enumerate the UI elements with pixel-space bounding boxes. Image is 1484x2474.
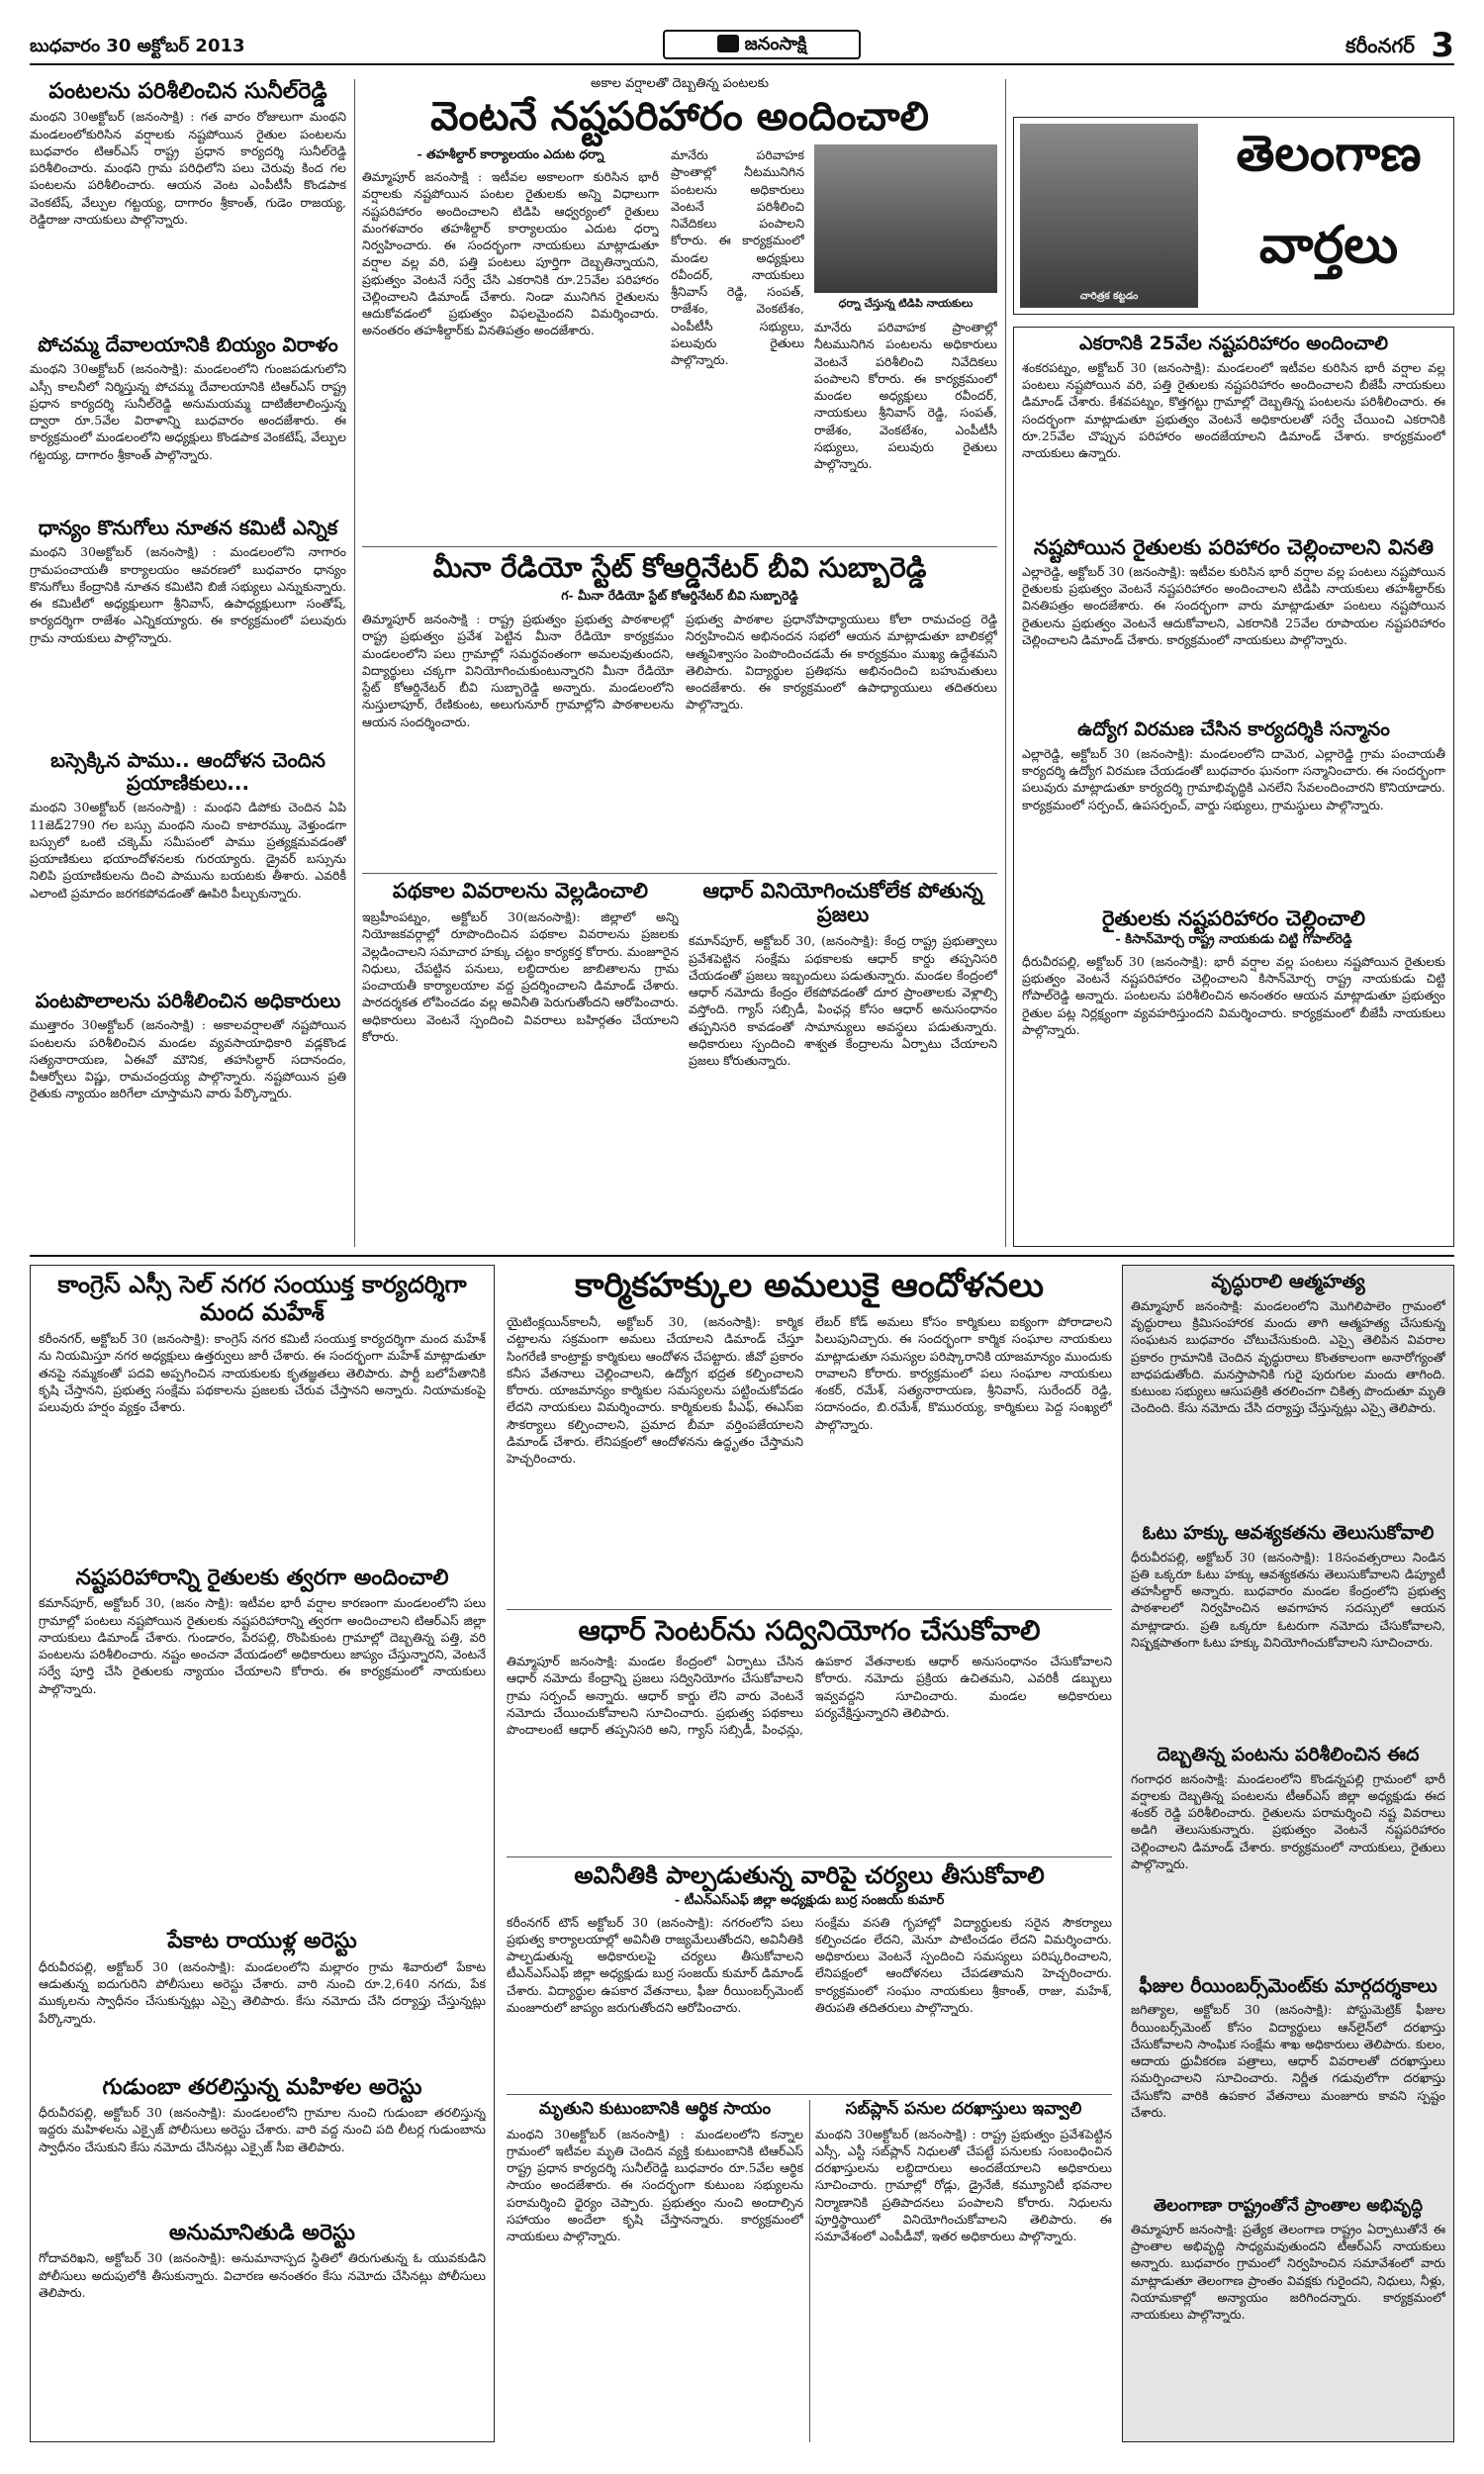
article-headline: దెబ్బతిన్న పంటను పరిశీలించిన ఈద (1157, 1743, 1420, 1765)
lead-story (362, 77, 997, 542)
article-headline: గుడుంబా తరలిస్తున్న మహిళల అరెస్టు (102, 2074, 422, 2100)
article-body: తిమ్మాపూర్ జనంసాక్షి: ప్రత్యేక తెలంగాణ రాష్ట్రం ఏర్పాటుతోనే ఈ ప్రాంతాల అభివృద్ధి సాధ్యమవుతుందని టీఆర్ఎస్ నాయకులు అన్నారు. బుధవారం గ్రామంలో నిర్వహించిన సమావేశంలో వారు మాట్లాడుతూ తెలంగాణ ప్రాంతం వివక్షకు గురైందని, నిధులు, నీళ్లు, నియామకాల్లో అన్యాయం జరిగిందన్నారు. కార్యక్రమంలో నాయకులు పాల్గొన్నారు. (1131, 2221, 1445, 2323)
logo-text: జనంసాక్షి (744, 34, 807, 54)
article-headline: ఆధార్ వినియోగించుకోలేక పోతున్న ప్రజలు (702, 879, 983, 927)
page-fold-divider (30, 1255, 1454, 1257)
section-divider (507, 1609, 1112, 1610)
aadhar-story (689, 879, 997, 1247)
article-body: ధీరువీరపల్లి, అక్టోబర్ 30 (జనంసాక్షి): 18సంవత్సరాలు నిండిన ప్రతి ఒక్కరూ ఓటు హక్కు ఆవశ్యకతను తెలుసుకోవాలని డిప్యూటీ తహసీల్దార్ అన్నారు. బుధవారం మండల కేంద్రంలోని ప్రభుత్వ పాఠశాలలో నిర్వహించిన అవగాహన సదస్సులో ఆయన మాట్లాడారు. ప్రతి ఒక్కరూ ఓటరుగా నమోదు చేసుకోవాలని, నిష్పక్షపాతంగా ఓటు హక్కు వినియోగించుకోవాలని సూచించారు. (1131, 1549, 1445, 1650)
article-body: జగిత్యాల, అక్టోబర్ 30 (జనంసాక్షి): పోస్టుమెట్రిక్ ఫీజుల రీయింబర్స్‌మెంట్ కోసం విద్యార్థులు ఆన్‌లైన్‌లో దరఖాస్తు చేసుకోవాలని సాంఘిక సంక్షేమ శాఖ అధికారులు తెలిపారు. కులం, ఆదాయ ధ్రువీకరణ పత్రాలు, ఆధార్ వివరాలతో దరఖాస్తులు సమర్పించాలని సూచించారు. నిర్ణీత గడువులోగా దరఖాస్తు చేసుకోని వారికి ఉపకార వేతనాలు మంజూరు కావని స్పష్టం చేశారు. (1131, 2002, 1445, 2120)
article-body-continued: లేబర్ కోడ్ అమలు కోసం కార్మికులు ఐక్యంగా పోరాడాలని పిలుపునిచ్చారు. ఈ సందర్భంగా కార్మిక సంఘాల నాయకులు మాట్లాడుతూ సమస్యల పరిష్కారానికి యాజమాన్యం ముందుకు రావాలని కోరారు. కార్యక్రమంలో పలు సంఘాల నాయకులు శంకర్, రమేశ్, సత్యనారాయణ, శ్రీనివాస్, సురేందర్ రెడ్డి, సదానందం, బి.రమేశ్, కొమురయ్య, కార్మికులు పెద్ద సంఖ్యలో పాల్గొన్నారు. (815, 1314, 1112, 1432)
banner-title-line2: వార్తలు (1258, 216, 1399, 275)
logo-seal-icon (717, 35, 739, 52)
article-headline: అవినీతికి పాల్పడుతున్న వారిపై చర్యలు తీసుకోవాలి (574, 1862, 1045, 1889)
article-body: మంథని 30అక్టోబర్ (జనంసాక్షి) : మంథని డిపోకు చెందిన ఏపి 11జెడ్2790 గల బస్సు మంథని నుంచి కాటారమ్కు వెళ్తుండగా బస్సులో ఒంటి చక్కెమ్ సమీపంలో పాము ప్రత్యక్షమవడంతో ప్రయాణికులు భయాందోళనలకు గురయ్యారు. డ్రైవర్ బస్సును నిలిపి ప్రయాణికులను దించి పామును బయటకు తీశారు. ఎవరికీ ఎలాంటి ప్రమాదం జరగకపోవడంతో ఊపిరి పీల్చుకున్నారు. (30, 800, 346, 901)
article-headline: రైతులకు నష్టపరిహారం చెల్లించాలి (1101, 905, 1366, 930)
lead-kicker: అకాల వర్షాలతో దెబ్బతిన్న పంటలకు (591, 77, 769, 91)
article-body-continued: ప్రభుత్వ పాఠశాల ప్రధానోపాధ్యాయులు కోలా రామచంద్ర రెడ్డి నిర్వహించిన అభినందన సభలో ఆయన మాట్లాడుతూ బాలికల్లో ఆత్మవిశ్వాసం పెంపొందించడమే ఈ కార్యక్రమం ముఖ్య ఉద్దేశమని తెలిపారు. విద్యార్థుల ప్రతిభను అభినందించి బహుమతులు అందజేశారు. ఈ కార్యక్రమంలో ఉపాధ్యాయులు తదితరులు పాల్గొన్నారు. (686, 612, 997, 713)
newspaper-logo[interactable] (663, 30, 861, 59)
banner-title-line1: తెలంగాణ (1236, 125, 1422, 182)
article-headline: ఉద్యోగ విరమణ చేసిన కార్యదర్శికి సన్మానం (1077, 717, 1390, 740)
bereaved-family-story (507, 2100, 803, 2442)
article-body: కమాన్‌పూర్, అక్టోబర్ 30, (జనంసాక్షి): కేంద్ర రాష్ట్ర ప్రభుత్వాలు ప్రవేశపెట్టిన సంక్షేమ పథకాలకు ఆధార్ కార్డు తప్పనిసరి చేయడంతో ప్రజలు ఇబ్బందులు పడుతున్నారు. మండల కేంద్రంలో ఆధార్ నమోదు కేంద్రం లేకపోవడంతో దూర ప్రాంతాలకు వెళ్లాల్సి వస్తోంది. గ్యాస్ సబ్సిడీ, పింఛన్ల కోసం ఆధార్ అనుసంధానం తప్పనిసరి కావడంతో సామాన్యులు అవస్థలు పడుతున్నారు. అధికారులు స్పందించి శాశ్వత కేంద్రాలను ఏర్పాటు చేయాలని ప్రజలు కోరుతున్నారు. (689, 933, 997, 1069)
article-body: ఎల్లారెడ్డి, అక్టోబర్ 30 (జనంసాక్షి): మండలంలోని దామెర, ఎల్లారెడ్డి గ్రామ పంచాయతీ కార్యదర్శి ఉద్యోగ విరమణ చేయడంతో బుధవారం ఘనంగా సన్మానించారు. ఈ సందర్భంగా పలువురు మాట్లాడుతూ కార్యదర్శి గ్రామాభివృద్ధికి ఎనలేని సేవలందించారని కొనియాడారు. కార్యక్రమంలో సర్పంచ్, ఉపసర్పంచ్, వార్డు సభ్యులు, గ్రామస్థులు పాల్గొన్నారు. (1022, 745, 1445, 812)
meena-radio-story (362, 552, 997, 869)
article-headline: కార్మికహక్కుల అమలుకై ఆందోళనలు (574, 1267, 1045, 1305)
masthead (30, 26, 1454, 65)
article-headline: పేకాట రాయుళ్ల అరెస్టు (167, 1929, 357, 1954)
article-subhead: - టీఎన్ఎస్ఎఫ్ జిల్లా అధ్యక్షుడు బుర్ర సంజయ్ కుమార్ (674, 1892, 945, 1908)
article-subhead: - కిసాన్‌మోర్చ రాష్ట్ర నాయకుడు చిట్టి గోపాల్‌రెడ్డి (1115, 931, 1352, 947)
article-headline: ఫీజుల రీయింబర్స్‌మెంట్‌కు మార్గదర్శకాలు (1139, 1974, 1438, 1997)
article-body: మంథని 30అక్టోబర్ (జనంసాక్షి) : మండలంలోని నాగారం గ్రామపంచాయతీ కార్యాలయం ఆవరణలో బుధవారం ధాన్యం కొనుగోలు కేంద్రానికి నూతన కమిటిని బిజీ సభ్యులు ఎన్నుకున్నారు. ఈ కమిటీలో అధ్యక్షులుగా శ్రీనివాస్, ఉపాధ్యక్షులుగా సంతోష్, కార్యదర్శిగా రాజేశం ఎన్నికయ్యారు. ఈ కార్యక్రమంలో పలువురు గ్రామ నాయకులు పాల్గొన్నారు. (30, 544, 346, 645)
issue-date: బుధవారం 30 అక్టోబర్ 2013 (30, 36, 245, 56)
page-number: 3 (1431, 26, 1454, 65)
article-body: మంథని 30అక్టోబర్ (జనంసాక్షి) : మండలంలోని కన్నాల గ్రామంలో ఇటీవల మృతి చెందిన వ్యక్తి కుటుంబానికి టిఆర్ఎస్ రాష్ట్ర ప్రధాన కార్యదర్శి సునీల్‌రెడ్డి బుధవారం రూ.5వేల ఆర్థిక సాయం అందజేశారు. ఈ సందర్భంగా కుటుంబ సభ్యులను పరామర్శించి ధైర్యం చెప్పారు. ప్రభుత్వం నుంచి అందాల్సిన సహాయం అందేలా కృషి చేస్తానన్నారు. కార్యక్రమంలో నాయకులు పాల్గొన్నారు. (507, 2126, 803, 2244)
bottom-right-column (1122, 1265, 1454, 2442)
lead-photo (814, 144, 997, 293)
article-headline: పోచమ్మ దేవాలయానికి బియ్యం విరాళం (38, 333, 338, 357)
article-headline: ఆధార్ సెంటర్‌ను సద్వినియోగం చేసుకోవాలి (578, 1615, 1041, 1647)
article-body: ధీరువీరపల్లి, అక్టోబర్ 30 (జనంసాక్షి): భారీ వర్షాల వల్ల పంటలు నష్టపోయిన రైతులకు ప్రభుత్వం వెంటనే నష్టపరిహారం చెల్లించాలని కిసాన్‌మోర్చ రాష్ట్ర నాయకుడు చిట్టి గోపాల్‌రెడ్డి అన్నారు. పంటలను పరిశీలించిన అనంతరం ఆయన మాట్లాడుతూ ప్రభుత్వం రైతుల పట్ల నిర్లక్ష్యంగా వ్యవహరిస్తుందని విమర్శించారు. కార్యక్రమంలో బీజేపీ నాయకులు పాల్గొన్నారు. (1022, 953, 1445, 1037)
article-headline: బస్సెక్కిన పాము.. ఆందోళన చెందిన ప్రయాణికులు... (50, 748, 325, 796)
lead-body-side: మానేరు పరివాహక ప్రాంతాల్లో నీటమునిగిన పంటలను అధికారులు వెంటనే పరిశీలించి నివేదికలు పంపాలని కోరారు. ఈ కార్యక్రమంలో మండల అధ్యక్షులు రవీందర్, నాయకులు శ్రీనివాస్ రెడ్డి, సంపత్, రాజేశం, వెంకటేశం, ఎంపీటీసీ సభ్యులు, పలువురు రైతులు పాల్గొన్నారు. (814, 320, 997, 471)
lead-body: తిమ్మాపూర్ జనంసాక్షి : ఇటీవల అకాలంగా కురిసిన భారీ వర్షాలకు నష్టపోయిన పంటల రైతులకు అన్ని విధాలుగా నష్టపరిహారం అందించాలని టిడిపి ఆధ్వర్యంలో రైతులు మంగళవారం తహశీల్దార్ కార్యాలయం ఎదుట ధర్నా నిర్వహించారు. ఈ సందర్భంగా నాయకులు మాట్లాడుతూ వర్షాల వల్ల వరి, పత్తి పంటలు పూర్తిగా దెబ్బతిన్నాయని, ప్రభుత్వం వెంటనే సర్వే చేసి ఎకరానికి రూ.25వేల పరిహారం చెల్లించాలని డిమాండ్ చేశారు. నిండా మునిగిన రైతులను ఆదుకోవడంలో ప్రభుత్వం విఫలమైందని విమర్శించారు. అనంతరం తహశీల్దార్‌కు వినతిపత్రం అందజేశారు. (362, 169, 659, 338)
article-headline: మీనా రేడియో స్టేట్ కోఆర్డినేటర్ బీవి సుబ్బారెడ్డి (432, 552, 927, 584)
article-subhead: గ- మీనా రేడియో స్టేట్ కోఆర్డినేటర్ బీవి సుబ్బారెడ్డి (561, 588, 798, 604)
article-body: ధీరువీరపల్లి, అక్టోబర్ 30 (జనంసాక్షి): మండలంలోని మల్లారం గ్రామ శివారులో పేకాట ఆడుతున్న ఐదుగురిని పోలీసులు అరెస్టు చేశారు. వారి నుంచి రూ.2,640 నగదు, పేక ముక్కలను స్వాధీనం చేసుకున్నట్లు ఎస్సై తెలిపారు. కేసు నమోదు చేసి దర్యాప్తు చేస్తున్నట్లు పేర్కొన్నారు. (39, 1958, 486, 2026)
banner-photo-label: చారిత్రక కట్టడం (1079, 291, 1139, 302)
lead-subhead: - తహశీల్దార్ కార్యాలయం ఎదుట ధర్నా (417, 146, 604, 161)
schemes-story (362, 879, 679, 1247)
column-divider (1005, 79, 1006, 1247)
labor-rights-story (507, 1267, 1112, 1603)
lead-headline: వెంటనే నష్టపరిహారం అందించాలి (430, 93, 929, 140)
column-divider (354, 79, 355, 1247)
article-headline: మృతుని కుటుంబానికి ఆర్థిక సాయం (538, 2100, 772, 2119)
article-headline: నష్టపోయిన రైతులకు పరిహారం చెల్లించాలని వినతి (1033, 534, 1435, 559)
banner-photo (1020, 124, 1198, 308)
article-headline: తెలంగాణా రాష్ట్రంతోనే ప్రాంతాల అభివృద్ధి (1153, 2196, 1424, 2217)
article-body: తిమ్మాపూర్ జనంసాక్షి: మండల కేంద్రంలో ఏర్పాటు చేసిన ఆధార్ నమోదు కేంద్రాన్ని ప్రజలు సద్వినియోగం చేసుకోవాలని గ్రామ సర్పంచ్ అన్నారు. ఆధార్ కార్డు లేని వారు వెంటనే నమోదు చేయించుకోవాలని సూచించారు. ప్రభుత్వ పథకాలు పొందాలంటే ఆధార్ తప్పనిసరి అని, గ్యాస్ సబ్సిడీ, పింఛన్లు, ఉపకార వేతనాలకు ఆధార్ అనుసంధానం చేసుకోవాలని కోరారు. నమోదు ప్రక్రియ ఉచితమని, ఎవరికీ డబ్బులు ఇవ్వవద్దని సూచించారు. మండల అధికారులు పర్యవేక్షిస్తున్నారని తెలిపారు. (507, 1654, 1112, 1738)
left-column (30, 79, 346, 1247)
article-body: ధీరువీరపల్లి, అక్టోబర్ 30 (జనంసాక్షి): మండలంలోని గ్రామాల నుంచి గుడుంబా తరలిస్తున్న ఇద్దరు మహిళలను ఎక్సైజ్ పోలీసులు అరెస్టు చేశారు. వారి వద్ద నుంచి పది లీటర్ల గుడుంబాను స్వాధీనం చేసుకుని కేసు నమోదు చేసినట్లు ఎక్సైజ్ సీఐ తెలిపారు. (39, 2105, 486, 2154)
article-headline: పంటలను పరిశీలించిన సునీల్‌రెడ్డి (48, 79, 327, 104)
article-body: ఇబ్రహీంపట్నం, అక్టోబర్ 30(జనంసాక్షి): జిల్లాలో అన్ని నియోజకవర్గాల్లో రూపొందించిన పథకాల వివరాలను ప్రజలకు వెల్లడించాలని సమాచార హక్కు చట్టం కార్యకర్త కోరారు. మంజూరైన నిధులు, చేపట్టిన పనులు, లబ్ధిదారుల జాబితాలను గ్రామ పంచాయతీ కార్యాలయాల వద్ద ప్రదర్శించాలని డిమాండ్ చేశారు. పారదర్శకత లోపించడం వల్ల అవినీతి పెరుగుతోందని ఆరోపించారు. అధికారులు వెంటనే స్పందించి వివరాలు బహిర్గతం చేయాలని కోరారు. (362, 909, 679, 1044)
article-body: కరీంనగర్, అక్టోబర్ 30 (జనంసాక్షి): కాంగ్రెస్ నగర కమిటీ సంయుక్త కార్యదర్శిగా మంద మహేశ్ ను నియమిస్తూ నగర అధ్యక్షులు ఉత్తర్వులు జారీ చేశారు. ఈ సందర్భంగా మహేశ్ మాట్లాడుతూ తనపై నమ్మకంతో పదవి అప్పగించిన నాయకులకు కృతజ్ఞతలు తెలిపారు. పార్టీ బలోపేతానికి కృషి చేస్తానని, ప్రభుత్వ సంక్షేమ పథకాలను ప్రజలకు చేరువ చేస్తానని అన్నారు. నియామకంపై పలువురు హర్షం వ్యక్తం చేశారు. (39, 1331, 486, 1415)
article-body: తిమ్మాపూర్ జనంసాక్షి: మండలంలోని మొగిలిపాలెం గ్రామంలో వృద్ధురాలు క్రిమిసంహారక మందు తాగి ఆత్మహత్య చేసుకున్న సంఘటన బుధవారం చోటుచేసుకుంది. ఎస్సై తెలిపిన వివరాల ప్రకారం గ్రామానికి చెందిన వృద్ధురాలు కొంతకాలంగా అనారోగ్యంతో బాధపడుతోంది. మనస్తాపానికి గురై పురుగుల మందు తాగింది. కుటుంబ సభ్యులు ఆసుపత్రికి తరలించగా చికిత్స పొందుతూ మృతి చెందింది. కేసు నమోదు చేసి దర్యాప్తు చేస్తున్నట్లు ఎస్సై తెలిపారు. (1131, 1297, 1445, 1416)
lead-body-continued: మానేరు పరివాహక ప్రాంతాల్లో నీటమునిగిన పంటలను అధికారులు వెంటనే పరిశీలించి నివేదికలు పంపాలని కోరారు. ఈ కార్యక్రమంలో మండల అధ్యక్షులు రవీందర్, నాయకులు శ్రీనివాస్ రెడ్డి, సంపత్, రాజేశం, వెంకటేశం, ఎంపీటీసీ సభ్యులు, పలువురు రైతులు పాల్గొన్నారు. (671, 147, 804, 367)
column-divider (809, 2100, 810, 2442)
article-body: మంథని 30అక్టోబర్ (జనంసాక్షి) : రాష్ట్ర ప్రభుత్వం ప్రవేశపెట్టిన ఎస్సీ, ఎస్టీ సబ్‌ప్లాన్ నిధులతో చేపట్టే పనులకు సంబంధించిన దరఖాస్తులను లబ్ధిదారులు అందజేయాలని అధికారులు సూచించారు. గ్రామాల్లో రోడ్లు, డ్రైనేజీ, కమ్యూనిటీ భవనాల నిర్మాణానికి ప్రతిపాదనలు పంపాలని కోరారు. నిధులను పూర్తిస్థాయిలో వినియోగించుకోవాలని తెలిపారు. ఈ సమావేశంలో ఎంపీడీవో, ఇతర అధికారులు పాల్గొన్నారు. (815, 2126, 1112, 2244)
article-headline: ఎకరానికి 25వేల నష్టపరిహారం అందించాలి (1078, 333, 1389, 354)
telangana-news-banner (1013, 117, 1454, 315)
article-body: ముత్తారం 30అక్టోబర్ (జనంసాక్షి) : అకాలవర్షాలతో నష్టపోయిన పంటలను పరిశీలించిన మండల వ్యవసాయాధికారి వడ్లకొండ సత్యనారాయణ, ఏఈవో మౌనిక, తహసిల్దార్ సదానందం, వీఆర్వోలు విష్ణు, రామచంద్రయ్య పాల్గొన్నారు. నష్టపోయిన ప్రతి రైతుకు న్యాయం జరిగేలా చూస్తామని వారు పేర్కొన్నారు. (30, 1017, 346, 1101)
article-headline: ధాన్యం కొనుగోలు నూతన కమిటీ ఎన్నిక (38, 516, 338, 540)
article-headline: కాంగ్రెస్ ఎస్సీ సెల్ నగర సంయుక్త కార్యదర్శిగా మంద మహేశ్ (57, 1271, 467, 1326)
article-body: కమాన్‌పూర్, అక్టోబర్ 30, (జనం సాక్షి): ఇటీవల భారీ వర్షాల కారణంగా మండలంలోని పలు గ్రామాల్లో పంటలు నష్టపోయిన రైతులకు నష్టపరిహారాన్ని త్వరగా అందించాలని టిఆర్ఎస్ జిల్లా నాయకులు డిమాండ్ చేశారు. గుండారం, పేరపల్లి, రొంపికుంట గ్రామాల్లో దెబ్బతిన్న పత్తి, వరి పంటలను పరిశీలించారు. నష్టం అంచనా వేయడంలో అధికారులు జాప్యం చేస్తున్నారని, వెంటనే సర్వే పూర్తి చేసి రైతులకు న్యాయం చేయాలని కోరారు. ఈ కార్యక్రమంలో నాయకులు పాల్గొన్నారు. (39, 1595, 486, 1696)
section-divider (507, 1856, 1112, 1857)
article-headline: నష్టపరిహారాన్ని రైతులకు త్వరగా అందించాలి (75, 1566, 449, 1591)
article-body-continued: సంక్షేమ వసతి గృహాల్లో విద్యార్థులకు సరైన సౌకర్యాలు కల్పించడం లేదని, మెనూ పాటించడం లేదని విమర్శించారు. అధికారులు వెంటనే స్పందించి సమస్యలు పరిష్కరించాలని, లేనిపక్షంలో ఆందోళనలు చేపడతామని హెచ్చరించారు. కార్యక్రమంలో సంఘం నాయకులు శ్రీకాంత్, రాజు, మహేశ్, తిరుపతి తదితరులు పాల్గొన్నారు. (815, 1914, 1112, 2015)
article-body: మంథని 30అక్టోబర్ (జనంసాక్షి) : గత వారం రోజులుగా మంథని మండలంలోకురిసిన వర్షాలకు నష్టపోయిన రైతుల పంటలను బుధవారం టిఆర్ఎస్ రాష్ట్ర ప్రధాన కార్యదర్శి సునీల్‌రెడ్డి పరిశీలించారు. మంథని గ్రామ పరిధిలోని పలు చెరువు కింద గల పంటలను పరిశీలించారు. ఆయన వెంట ఎంపీటీసీ కొండపాక వెంకటేష్, వేల్పుల గట్టయ్య, దాగారం శ్రీకాంత్, గుడెం రాజయ్య, రెడ్డిరాజు నాయకులు పాల్గొన్నారు. (30, 109, 346, 227)
bottom-left-column (30, 1265, 495, 2442)
section-divider (362, 546, 997, 547)
article-headline: వృద్ధురాలి ఆత్మహత్య (1211, 1271, 1365, 1292)
photo-caption: ధర్నా చేస్తున్న టిడిపి నాయకులు (838, 297, 974, 310)
article-body: యైటింక్లయిన్‌కాలనీ, అక్టోబర్ 30, (జనంసాక్షి): కార్మిక చట్టాలను సక్రమంగా అమలు చేయాలని డిమాండ్ చేస్తూ సింగరేణి కాంట్రాక్టు కార్మికులు ఆందోళన చేపట్టారు. జీవో ప్రకారం కనీస వేతనాలు చెల్లించాలని, ఉద్యోగ భద్రత కల్పించాలని కోరారు. యాజమాన్యం కార్మికుల సమస్యలను పట్టించుకోవడం లేదని నాయకులు విమర్శించారు. కార్మికులకు పీఎఫ్, ఈఎస్ఐ సౌకర్యాలు కల్పించాలని, ప్రమాద బీమా వర్తింపజేయాలని డిమాండ్ చేశారు. లేనిపక్షంలో ఆందోళనను ఉద్ధృతం చేస్తామని హెచ్చరించారు. (507, 1314, 803, 1467)
right-column-box (1013, 327, 1454, 1247)
article-body: శంకరపట్నం, అక్టోబర్ 30 (జనంసాక్షి): మండలంలో ఇటీవల కురిసిన భారీ వర్షాల వల్ల పంటలు నష్టపోయిన వరి, పత్తి రైతులకు నష్టపరిహారం అందించాలని బీజేపీ నాయకులు డిమాండ్ చేశారు. కేశవపట్నం, కొత్తగట్టు గ్రామాల్లో దెబ్బతిన్న పంటలను పరిశీలించారు. ఈ సందర్భంగా మాట్లాడుతూ ప్రభుత్వం వెంటనే అధికారులతో సర్వే చేయించి ఎకరానికి రూ.25వేల చొప్పున పరిహారం అందజేయాలని డిమాండ్ చేశారు. కార్యక్రమంలో నాయకులు ఉన్నారు. (1022, 359, 1445, 461)
subplan-story (815, 2100, 1112, 2442)
corruption-story (507, 1862, 1112, 2090)
aadhar-center-story (507, 1615, 1112, 1853)
section-divider (362, 873, 997, 874)
article-body: ఎల్లారెడ్డి, అక్టోబర్ 30 (జనంసాక్షి): ఇటీవల కురిసిన భారీ వర్షాల వల్ల పంటలు నష్టపోయిన రైతులకు ప్రభుత్వం వెంటనే నష్టపరిహారం అందించాలని టిడిపి నాయకులు తహశీల్దార్‌కు వినతిపత్రం అందజేశారు. ఈ సందర్భంగా వారు మాట్లాడుతూ పంటలు నష్టపోయిన రైతులను ప్రభుత్వం వెంటనే ఆదుకోవాలని, ఎకరానికి 25వేల రూపాయల నష్టపరిహారం చెల్లించాలని డిమాండ్ చేశారు. కార్యక్రమంలో నాయకులు పాల్గొన్నారు. (1022, 563, 1445, 647)
article-body: గంగాధర జనంసాక్షి: మండలంలోని కొండన్నపల్లి గ్రామంలో భారీ వర్షాలకు దెబ్బతిన్న పంటలను టీఆర్ఎస్ జిల్లా అధ్యక్షుడు ఈద శంకర్ రెడ్డి పరిశీలించారు. రైతులను పరామర్శించి నష్ట వివరాలు అడిగి తెలుసుకున్నారు. ప్రభుత్వం వెంటనే నష్టపరిహారం చెల్లించాలని డిమాండ్ చేశారు. కార్యక్రమంలో నాయకులు, రైతులు పాల్గొన్నారు. (1131, 1770, 1445, 1871)
article-headline: అనుమానితుడి అరెస్టు (168, 2221, 356, 2246)
section-divider (507, 2094, 1112, 2095)
article-headline: పంటపొలాలను పరిశీలించిన అధికారులు (35, 989, 341, 1013)
article-body: కరీంనగర్ టౌన్ అక్టోబర్ 30 (జనంసాక్షి): నగరంలోని పలు ప్రభుత్వ కార్యాలయాల్లో అవినీతి రాజ్యమేలుతోందని, అవినీతికి పాల్పడుతున్న అధికారులపై చర్యలు తీసుకోవాలని టీఎన్ఎస్ఎఫ్ జిల్లా అధ్యక్షుడు బుర్ర సంజయ్ కుమార్ డిమాండ్ చేశారు. విద్యార్థుల ఉపకార వేతనాలు, ఫీజు రీయింబర్స్‌మెంట్ మంజూరులో జాప్యం జరుగుతోందని ఆరోపించారు. (507, 1914, 803, 2015)
article-body: గోదావరిఖని, అక్టోబర్ 30 (జనంసాక్షి): అనుమానాస్పద స్థితిలో తిరుగుతున్న ఓ యువకుడిని పోలీసులు అదుపులోకి తీసుకున్నారు. విచారణ అనంతరం కేసు నమోదు చేసినట్లు పోలీసులు తెలిపారు. (39, 2250, 486, 2300)
article-headline: ఓటు హక్కు ఆవశ్యకతను తెలుసుకోవాలి (1142, 1521, 1435, 1544)
article-headline: సబ్‌ప్లాన్ పనుల దరఖాస్తులు ఇవ్వాలి (845, 2100, 1082, 2119)
article-headline: పథకాల వివరాలను వెల్లడించాలి (392, 879, 649, 903)
edition-region: కరీంనగర్ (1345, 34, 1415, 57)
article-body: తిమ్మాపూర్ జనంసాక్షి : రాష్ట్ర ప్రభుత్వం ప్రభుత్వ పాఠశాలల్లో రాష్ట్ర ప్రభుత్వం ప్రవేశ పెట్టిన మీనా రేడియో కార్యక్రమం మండలంలోని పలు గ్రామాల్లో సమర్థవంతంగా అమలవుతుందని, విద్యార్థులు చక్కగా వినియోగించుకుంటున్నారని మీనా రేడియో స్టేట్ కోఆర్డినేటర్ బీవి సుబ్బారెడ్డి అన్నారు. మండలంలోని నుస్తులాపూర్, రేణికుంట, అలుగునూర్ గ్రామాల్లోని పాఠశాలలను ఆయన సందర్శించారు. (362, 612, 674, 729)
article-body: మంథని 30అక్టోబర్ (జనంసాక్షి): మండలంలోని గుంజపడుగులోని ఎస్సీ కాలనీలో నిర్మిస్తున్న పోచమ్మ దేవాలయానికి టిఆర్ఎస్ రాష్ట్ర ప్రధాన కార్యదర్శి సునీల్‌రెడ్డి అనుమయమ్మ దాటిజీలాలింస్తున్న ద్వారా రూ.5వేల విరాళాన్ని బుధవారం అందజేశారు. ఈ కార్యక్రమంలో మండలంలోని అధ్యక్షులు కొండపాక వెంకటేష్, వేల్పుల గట్టయ్య, దాగారం శ్రీకాంత్ పాల్గొన్నారు. (30, 361, 346, 462)
